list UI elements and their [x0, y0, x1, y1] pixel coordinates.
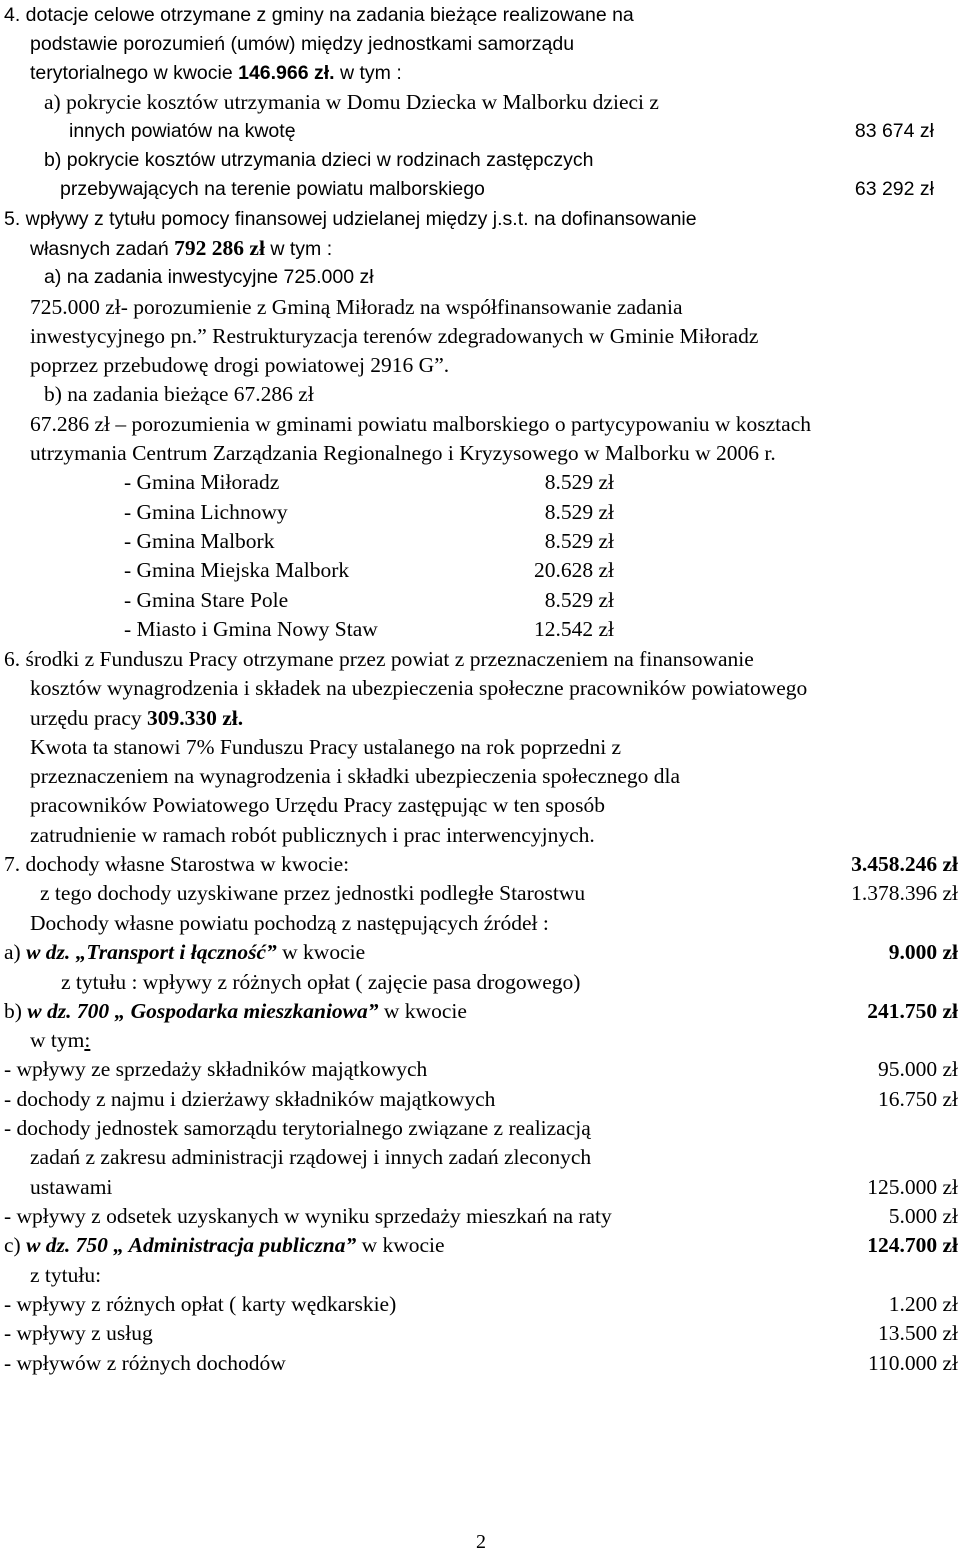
item5-a-detail1: 725.000 zł- porozumienie z Gminą Miłoradz na współfinansowanie zadania	[30, 295, 683, 319]
item7-b-row3-l2: zadań z zakresu administracji rządowej i innych zadań zleconych	[30, 1145, 592, 1169]
item4-line2: podstawie porozumień (umów) między jednostkami samorządu	[30, 33, 575, 55]
item7-c-row: - wpływów z różnych dochodów 110.000 zł	[4, 1351, 958, 1375]
item7-b-row: - wpływy ze sprzedaży składników majątkowych 95.000 zł	[4, 1057, 958, 1081]
item7-b-heading: b) w dz. 700 „ Gospodarka mieszkaniowa” w kwocie 241.750 zł	[4, 999, 958, 1023]
item7-line2: z tego dochody uzyskiwane przez jednostki podległe Starostwu 1.378.396 zł	[40, 881, 958, 905]
item7-c-row: - wpływy z usług 13.500 zł	[4, 1321, 958, 1345]
item6-p1: Kwota ta stanowi 7% Funduszu Pracy ustalanego na rok poprzedni z	[30, 735, 622, 759]
item7-b-row4: - wpływy z odsetek uzyskanych w wyniku sprzedaży mieszkań na raty 5.000 zł	[4, 1204, 958, 1228]
item4-amount: 146.966 zł.	[238, 62, 335, 84]
gmina-row: - Gmina Stare Pole 8.529 zł	[124, 588, 614, 612]
item6-p4: zatrudnienie w ramach robót publicznych i prac interwencyjnych.	[30, 823, 595, 847]
gmina-row: - Gmina Miejska Malbork 20.628 zł	[124, 558, 614, 582]
item7-b-row3-l3: ustawami 125.000 zł	[30, 1175, 958, 1199]
item4-line3: terytorialnego w kwocie 146.966 zł. w tym :	[30, 62, 402, 84]
item5-line2: własnych zadań 792 286 zł w tym :	[30, 236, 333, 260]
item6-amount: 309.330 zł.	[147, 706, 244, 730]
item7-c-heading: c) w dz. 750 „ Administracja publiczna” w kwocie 124.700 zł	[4, 1233, 958, 1257]
item7-c-ztytulu: z tytułu:	[30, 1263, 102, 1287]
item4-b-line2: przebywających na terenie powiatu malborskiego 63 292 zł	[0, 174, 960, 204]
item4-a-amount: 83 674 zł	[854, 120, 934, 142]
item7-c-row: - wpływy z różnych opłat ( karty wędkarskie) 1.200 zł	[4, 1292, 958, 1316]
item7-a-heading: a) w dz. „Transport i łączność” w kwocie 9.000 zł	[4, 940, 958, 964]
item7-b-row: - dochody z najmu i dzierżawy składników majątkowych 16.750 zł	[4, 1087, 958, 1111]
item4-b-amount: 63 292 zł	[854, 178, 934, 200]
item5-b-detail1: 67.286 zł – porozumienia w gminami powiatu malborskiego o partycypowaniu w kosztach	[30, 412, 811, 436]
item6-line3: urzędu pracy 309.330 zł.	[30, 706, 244, 730]
item6-line1: 6. środki z Funduszu Pracy otrzymane przez powiat z przeznaczeniem na finansowanie	[4, 647, 754, 671]
item4-line1: 4. dotacje celowe otrzymane z gminy na zadania bieżące realizowane na	[4, 4, 634, 26]
item4-a-line2: innych powiatów na kwotę 83 674 zł	[0, 116, 960, 146]
item5-b-detail2: utrzymania Centrum Zarządzania Regionalnego i Kryzysowego w Malborku w 2006 r.	[30, 441, 776, 465]
page-number: 2	[476, 1531, 486, 1553]
item5-amount: 792 286 zł	[174, 236, 265, 260]
gmina-row: - Gmina Miłoradz 8.529 zł	[124, 470, 614, 494]
item6-p2: przeznaczeniem na wynagrodzenia i składki ubezpieczenia społecznego dla	[30, 764, 681, 788]
item7-b-row3-l1: - dochody jednostek samorządu terytorialnego związane z realizacją	[4, 1116, 591, 1140]
item7-b-wtym: w tym:	[30, 1028, 91, 1052]
gmina-row: - Miasto i Gmina Nowy Staw 12.542 zł	[124, 617, 614, 641]
gmina-row: - Gmina Malbork 8.529 zł	[124, 529, 614, 553]
item5-a-line: a) na zadania inwestycyjne 725.000 zł	[44, 266, 374, 288]
item5-a-detail2: inwestycyjnego pn.” Restrukturyzacja terenów zdegradowanych w Gminie Miłoradz	[30, 324, 759, 348]
item7-total-amount: 3.458.246 zł	[851, 852, 958, 876]
item7-line3: Dochody własne powiatu pochodzą z następujących źródeł :	[30, 911, 549, 935]
item5-b-line: b) na zadania bieżące 67.286 zł	[44, 382, 314, 406]
item4-b-line1: b) pokrycie kosztów utrzymania dzieci w rodzinach zastępczych	[44, 149, 594, 171]
item5-a-detail3: poprzez przebudowę drogi powiatowej 2916 G”.	[30, 353, 450, 377]
item6-line2: kosztów wynagrodzenia i składek na ubezpieczenia społeczne pracowników powiatowego	[30, 676, 808, 700]
item4-a-line1: a) pokrycie kosztów utrzymania w Domu Dziecka w Malborku dzieci z	[44, 90, 659, 114]
item6-p3: pracowników Powiatowego Urzędu Pracy zastępując w ten sposób	[30, 793, 605, 817]
gmina-row: - Gmina Lichnowy 8.529 zł	[124, 500, 614, 524]
item7-a-detail: z tytułu : wpływy z różnych opłat ( zajęcie pasa drogowego)	[61, 970, 581, 994]
item7-line1: 7. dochody własne Starostwa w kwocie: 3.458.246 zł	[0, 849, 960, 879]
item5-line1: 5. wpływy z tytułu pomocy finansowej udzielanej między j.s.t. na dofinansowanie	[4, 208, 697, 230]
